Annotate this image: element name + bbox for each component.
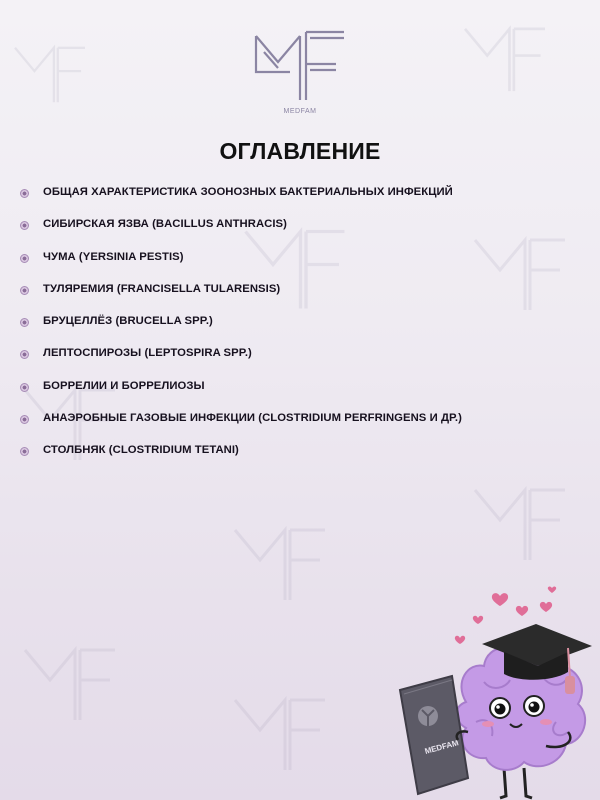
watermark-logo bbox=[20, 640, 120, 730]
toc-item[interactable] bbox=[20, 186, 580, 218]
brain-mascot-illustration bbox=[396, 582, 600, 800]
table-of-contents bbox=[20, 186, 580, 477]
book-label: MEDFAM bbox=[423, 738, 460, 756]
bullet-icon bbox=[20, 221, 29, 230]
toc-item-label: АНАЭРОБНЫЕ ГАЗОВЫЕ ИНФЕКЦИИ (CLOSTRIDIUM PERFRINGENS И ДР.) bbox=[43, 412, 462, 425]
toc-item[interactable] bbox=[20, 380, 580, 412]
toc-item-label: ЛЕПТОСПИРОЗЫ (LEPTOSPIRA SPP.) bbox=[43, 347, 252, 360]
toc-item[interactable] bbox=[20, 347, 580, 379]
watermark-logo bbox=[470, 480, 570, 570]
toc-item-label: БРУЦЕЛЛЁЗ (BRUCELLA SPP.) bbox=[43, 315, 213, 328]
toc-item-label: ТУЛЯРЕМИЯ (FRANCISELLA TULARENSIS) bbox=[43, 282, 281, 295]
bullet-icon bbox=[20, 254, 29, 263]
toc-item-label: ЧУМА (YERSINIA PESTIS) bbox=[43, 250, 184, 263]
watermark-logo bbox=[460, 20, 550, 100]
toc-item[interactable] bbox=[20, 251, 580, 283]
bullet-icon bbox=[20, 383, 29, 392]
toc-item[interactable] bbox=[20, 444, 580, 476]
watermark-logo bbox=[230, 690, 330, 780]
toc-item-label: СТОЛБНЯК (CLOSTRIDIUM TETANI) bbox=[43, 444, 239, 457]
watermark-logo bbox=[230, 520, 330, 610]
bullet-icon bbox=[20, 189, 29, 198]
medfam-logo bbox=[250, 28, 350, 118]
toc-item[interactable] bbox=[20, 315, 580, 347]
watermark-logo bbox=[10, 40, 90, 110]
bullet-icon bbox=[20, 415, 29, 424]
bullet-icon bbox=[20, 350, 29, 359]
toc-item-label: ОБЩАЯ ХАРАКТЕРИСТИКА ЗООНОЗНЫХ БАКТЕРИАЛЬНЫХ ИНФЕКЦИЙ bbox=[43, 186, 453, 198]
toc-item[interactable] bbox=[20, 218, 580, 250]
toc-item[interactable] bbox=[20, 283, 580, 315]
logo-text: MEDFAM bbox=[283, 108, 317, 115]
page-title: ОГЛАВЛЕНИЕ bbox=[219, 138, 381, 164]
bullet-icon bbox=[20, 447, 29, 456]
toc-item-label: СИБИРСКАЯ ЯЗВА (BACILLUS ANTHRACIS) bbox=[43, 218, 287, 231]
bullet-icon bbox=[20, 286, 29, 295]
toc-item-label: БОРРЕЛИИ И БОРРЕЛИОЗЫ bbox=[43, 379, 205, 392]
toc-item[interactable] bbox=[20, 412, 580, 444]
bullet-icon bbox=[20, 318, 29, 327]
